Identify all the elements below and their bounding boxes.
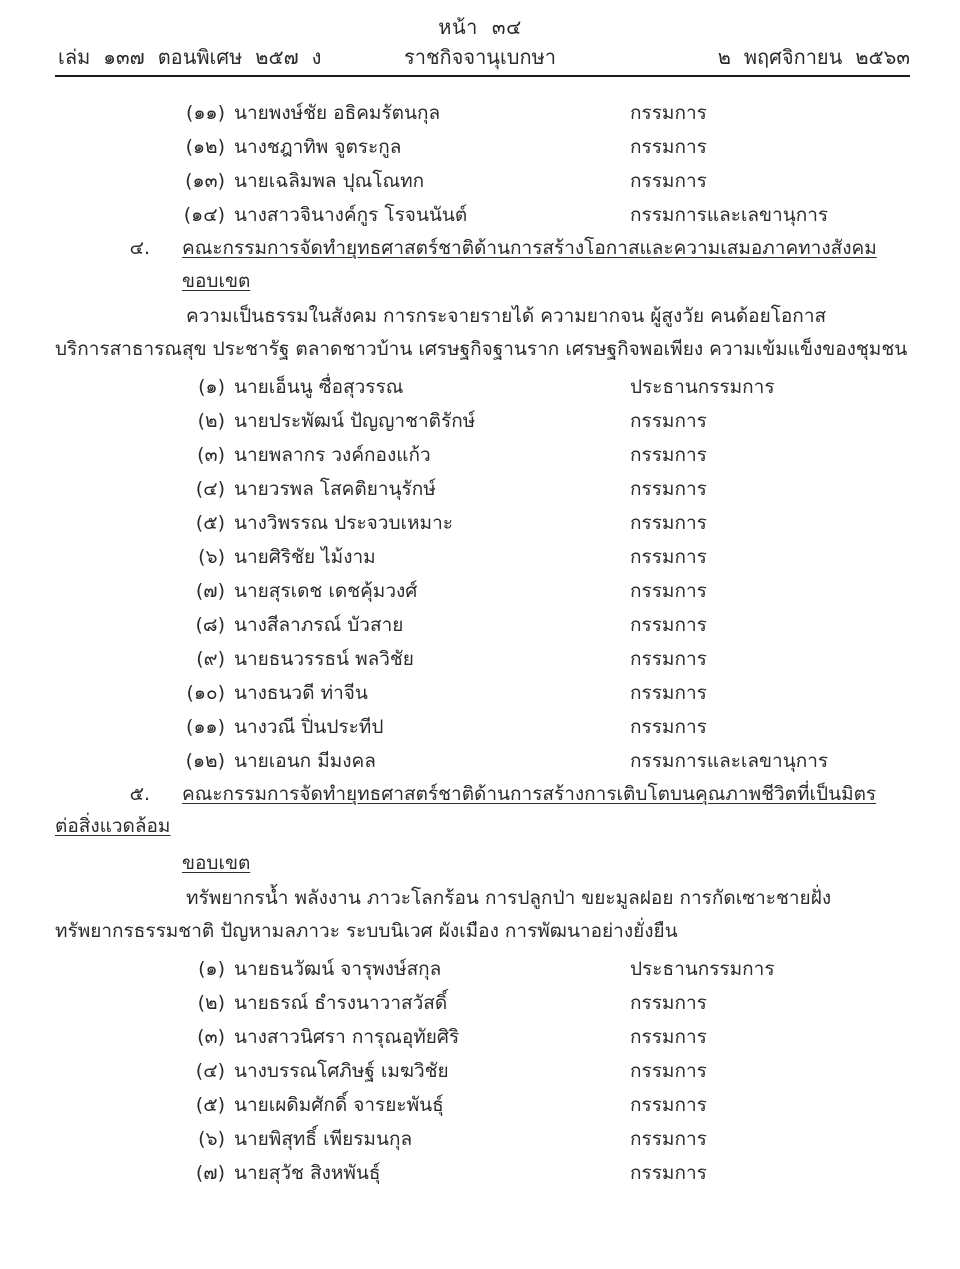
section-heading — [0, 232, 960, 264]
gazette-title: ราชกิจจานุเบกษา — [403, 45, 557, 69]
table-row — [0, 744, 960, 778]
section-4-member-list — [0, 370, 960, 778]
member-name: นางธนวดี ท่าจีน — [234, 682, 368, 704]
table-row — [0, 164, 960, 198]
date-month: พฤศจิกายน — [743, 45, 843, 69]
section-4 — [0, 232, 960, 778]
member-role: กรรมการ — [630, 682, 707, 704]
member-number: (๑๑) — [186, 102, 225, 124]
member-name: นายสุรเดช เดชคุ้มวงศ์ — [234, 580, 418, 602]
member-number: (๔) — [195, 1060, 225, 1082]
section-5-member-list — [0, 952, 960, 1190]
member-role: กรรมการ — [630, 410, 707, 432]
member-name: นายวรพล โสคติยานุรักษ์ — [234, 478, 436, 500]
table-row — [0, 1156, 960, 1190]
member-number: (๑๒) — [185, 136, 225, 158]
section-title: คณะกรรมการจัดทำยุทธศาสตร์ชาติด้านการสร้างโอกาสและความเสมอภาคทางสังคม — [182, 237, 877, 259]
table-row — [0, 370, 960, 404]
scope-text-line: ความเป็นธรรมในสังคม การกระจายรายได้ ความยากจน ผู้สูงวัย คนด้อยโอกาส — [186, 305, 827, 327]
member-name: นายธรณ์ ธำรงนาวาสวัสดิ์ — [234, 992, 448, 1014]
scope-heading-row — [0, 846, 960, 882]
member-role: กรรมการ — [630, 1094, 707, 1116]
table-row — [0, 1054, 960, 1088]
member-role: กรรมการ — [630, 478, 707, 500]
table-row — [0, 608, 960, 642]
member-role: กรรมการและเลขานุการ — [630, 750, 829, 772]
scope-text-line: บริการสาธารณสุข ประชารัฐ ตลาดชาวบ้าน เศรษฐกิจฐานราก เศรษฐกิจพอเพียง ความเข้มแข็งของชุมชน — [55, 338, 908, 360]
table-row — [0, 676, 960, 710]
member-name: นายพิสุทธิ์ เพียรมนกุล — [234, 1128, 413, 1150]
member-role: กรรมการ — [630, 512, 707, 534]
member-name: นางวิพรรณ ประจวบเหมาะ — [234, 512, 453, 534]
member-name: นางวณี ปิ่นประทีป — [234, 716, 384, 738]
member-role: กรรมการ — [630, 170, 707, 192]
member-number: (๖) — [198, 546, 225, 568]
table-row — [0, 198, 960, 232]
member-role: กรรมการ — [630, 648, 707, 670]
member-number: (๑๒) — [185, 750, 225, 772]
member-number: (๑๓) — [185, 170, 225, 192]
member-name: นางสาวจินางค์กูร โรจนนันต์ — [234, 204, 468, 226]
member-number: (๕) — [195, 1094, 225, 1116]
member-number: (๘) — [195, 614, 225, 636]
table-row — [0, 506, 960, 540]
member-name: นายธนวัฒน์ จารุพงษ์สกุล — [234, 958, 442, 980]
member-role: กรรมการ — [630, 992, 707, 1014]
issue-section: ง — [311, 45, 322, 69]
issue-number: ๒๕๗ — [255, 45, 299, 69]
member-role: กรรมการ — [630, 1128, 707, 1150]
section-number: ๔. — [129, 237, 150, 259]
member-number: (๗) — [195, 580, 225, 602]
scope-text-line: ทรัพยากรธรรมชาติ ปัญหามลภาวะ ระบบนิเวศ ผังเมือง การพัฒนาอย่างยั่งยืน — [55, 920, 678, 942]
scope-label: ขอบเขต — [182, 852, 251, 874]
member-name: นางบรรณโศภิษฐ์ เมฆวิชัย — [234, 1060, 449, 1082]
table-row — [0, 1088, 960, 1122]
table-row — [0, 540, 960, 574]
member-name: นางชฎาทิพ จูตระกูล — [234, 136, 402, 158]
member-role: กรรมการ — [630, 444, 707, 466]
member-name: นางสาวนิศรา การุณอุทัยศิริ — [234, 1026, 460, 1048]
table-row — [0, 642, 960, 676]
page-masthead — [0, 0, 960, 76]
table-row — [0, 574, 960, 608]
page-label: หน้า — [438, 15, 478, 39]
member-name: นายเผดิมศักดิ์ จารยะพันธุ์ — [234, 1094, 444, 1116]
member-number: (๑๔) — [183, 204, 225, 226]
member-name: นายประพัฒน์ ปัญญาชาติรักษ์ — [234, 410, 476, 432]
member-role: กรรมการ — [630, 1060, 707, 1082]
member-role: กรรมการ — [630, 1026, 707, 1048]
member-name: นายสุวัช สิงหพันธุ์ — [234, 1162, 381, 1184]
table-row — [0, 710, 960, 744]
volume-label: เล่ม — [58, 45, 91, 69]
table-row — [0, 1020, 960, 1054]
member-number: (๗) — [195, 1162, 225, 1184]
member-name: นายเฉลิมพล ปุณโณทก — [234, 170, 425, 192]
member-number: (๑๑) — [186, 716, 225, 738]
member-role: กรรมการ — [630, 716, 707, 738]
section-heading-continuation — [0, 810, 960, 842]
member-number: (๒) — [197, 410, 225, 432]
page-body — [0, 96, 960, 1190]
page-number: ๓๔ — [491, 15, 522, 39]
section-title-continued: ต่อสิ่งแวดล้อม — [55, 815, 171, 837]
continued-member-list — [0, 96, 960, 232]
table-row — [0, 952, 960, 986]
member-number: (๓) — [197, 1026, 225, 1048]
table-row — [0, 438, 960, 472]
member-number: (๑) — [198, 958, 225, 980]
table-row — [0, 1122, 960, 1156]
section-number: ๕. — [129, 783, 150, 805]
member-number: (๕) — [195, 512, 225, 534]
table-row — [0, 130, 960, 164]
member-number: (๖) — [198, 1128, 225, 1150]
member-number: (๓) — [197, 444, 225, 466]
member-number: (๑๐) — [186, 682, 225, 704]
gazette-date — [718, 42, 910, 72]
issue-label: ตอนพิเศษ — [157, 45, 243, 69]
member-name: นายธนวรรธน์ พลวิชัย — [234, 648, 414, 670]
member-role: กรรมการและเลขานุการ — [630, 204, 829, 226]
member-role: กรรมการ — [630, 136, 707, 158]
member-role: ประธานกรรมการ — [630, 958, 775, 980]
member-number: (๔) — [195, 478, 225, 500]
member-role: ประธานกรรมการ — [630, 376, 775, 398]
member-number: (๒) — [197, 992, 225, 1014]
date-day: ๒ — [717, 45, 731, 69]
member-name: นายพลากร วงค์กองแก้ว — [234, 444, 431, 466]
scope-heading-row — [0, 264, 960, 300]
member-name: นายศิริชัย ไม้งาม — [234, 546, 376, 568]
member-name: นางสีลาภรณ์ บัวสาย — [234, 614, 404, 636]
section-5 — [0, 778, 960, 1190]
member-role: กรรมการ — [630, 102, 707, 124]
member-role: กรรมการ — [630, 1162, 707, 1184]
section-heading — [0, 778, 960, 810]
volume-number: ๑๓๗ — [103, 45, 145, 69]
table-row — [0, 404, 960, 438]
member-role: กรรมการ — [630, 614, 707, 636]
member-number: (๙) — [196, 648, 225, 670]
member-role: กรรมการ — [630, 546, 707, 568]
section-title: คณะกรรมการจัดทำยุทธศาสตร์ชาติด้านการสร้างการเติบโตบนคุณภาพชีวิตที่เป็นมิตร — [182, 783, 877, 805]
date-year: ๒๕๖๓ — [855, 45, 910, 69]
table-row — [0, 986, 960, 1020]
scope-text-line: ทรัพยากรน้ำ พลังงาน ภาวะโลกร้อน การปลูกป่า ขยะมูลฝอย การกัดเซาะชายฝั่ง — [186, 887, 832, 909]
masthead-divider — [55, 75, 910, 77]
member-number: (๑) — [198, 376, 225, 398]
scope-label: ขอบเขต — [182, 270, 251, 292]
table-row — [0, 96, 960, 130]
member-role: กรรมการ — [630, 580, 707, 602]
member-name: นายพงษ์ชัย อธิคมรัตนกุล — [234, 102, 441, 124]
page-number-line — [0, 0, 960, 40]
member-name: นายเอนก มีมงคล — [234, 750, 376, 772]
member-name: นายเอ็นนู ซื่อสุวรรณ — [234, 376, 404, 398]
table-row — [0, 472, 960, 506]
masthead-row — [0, 42, 960, 76]
